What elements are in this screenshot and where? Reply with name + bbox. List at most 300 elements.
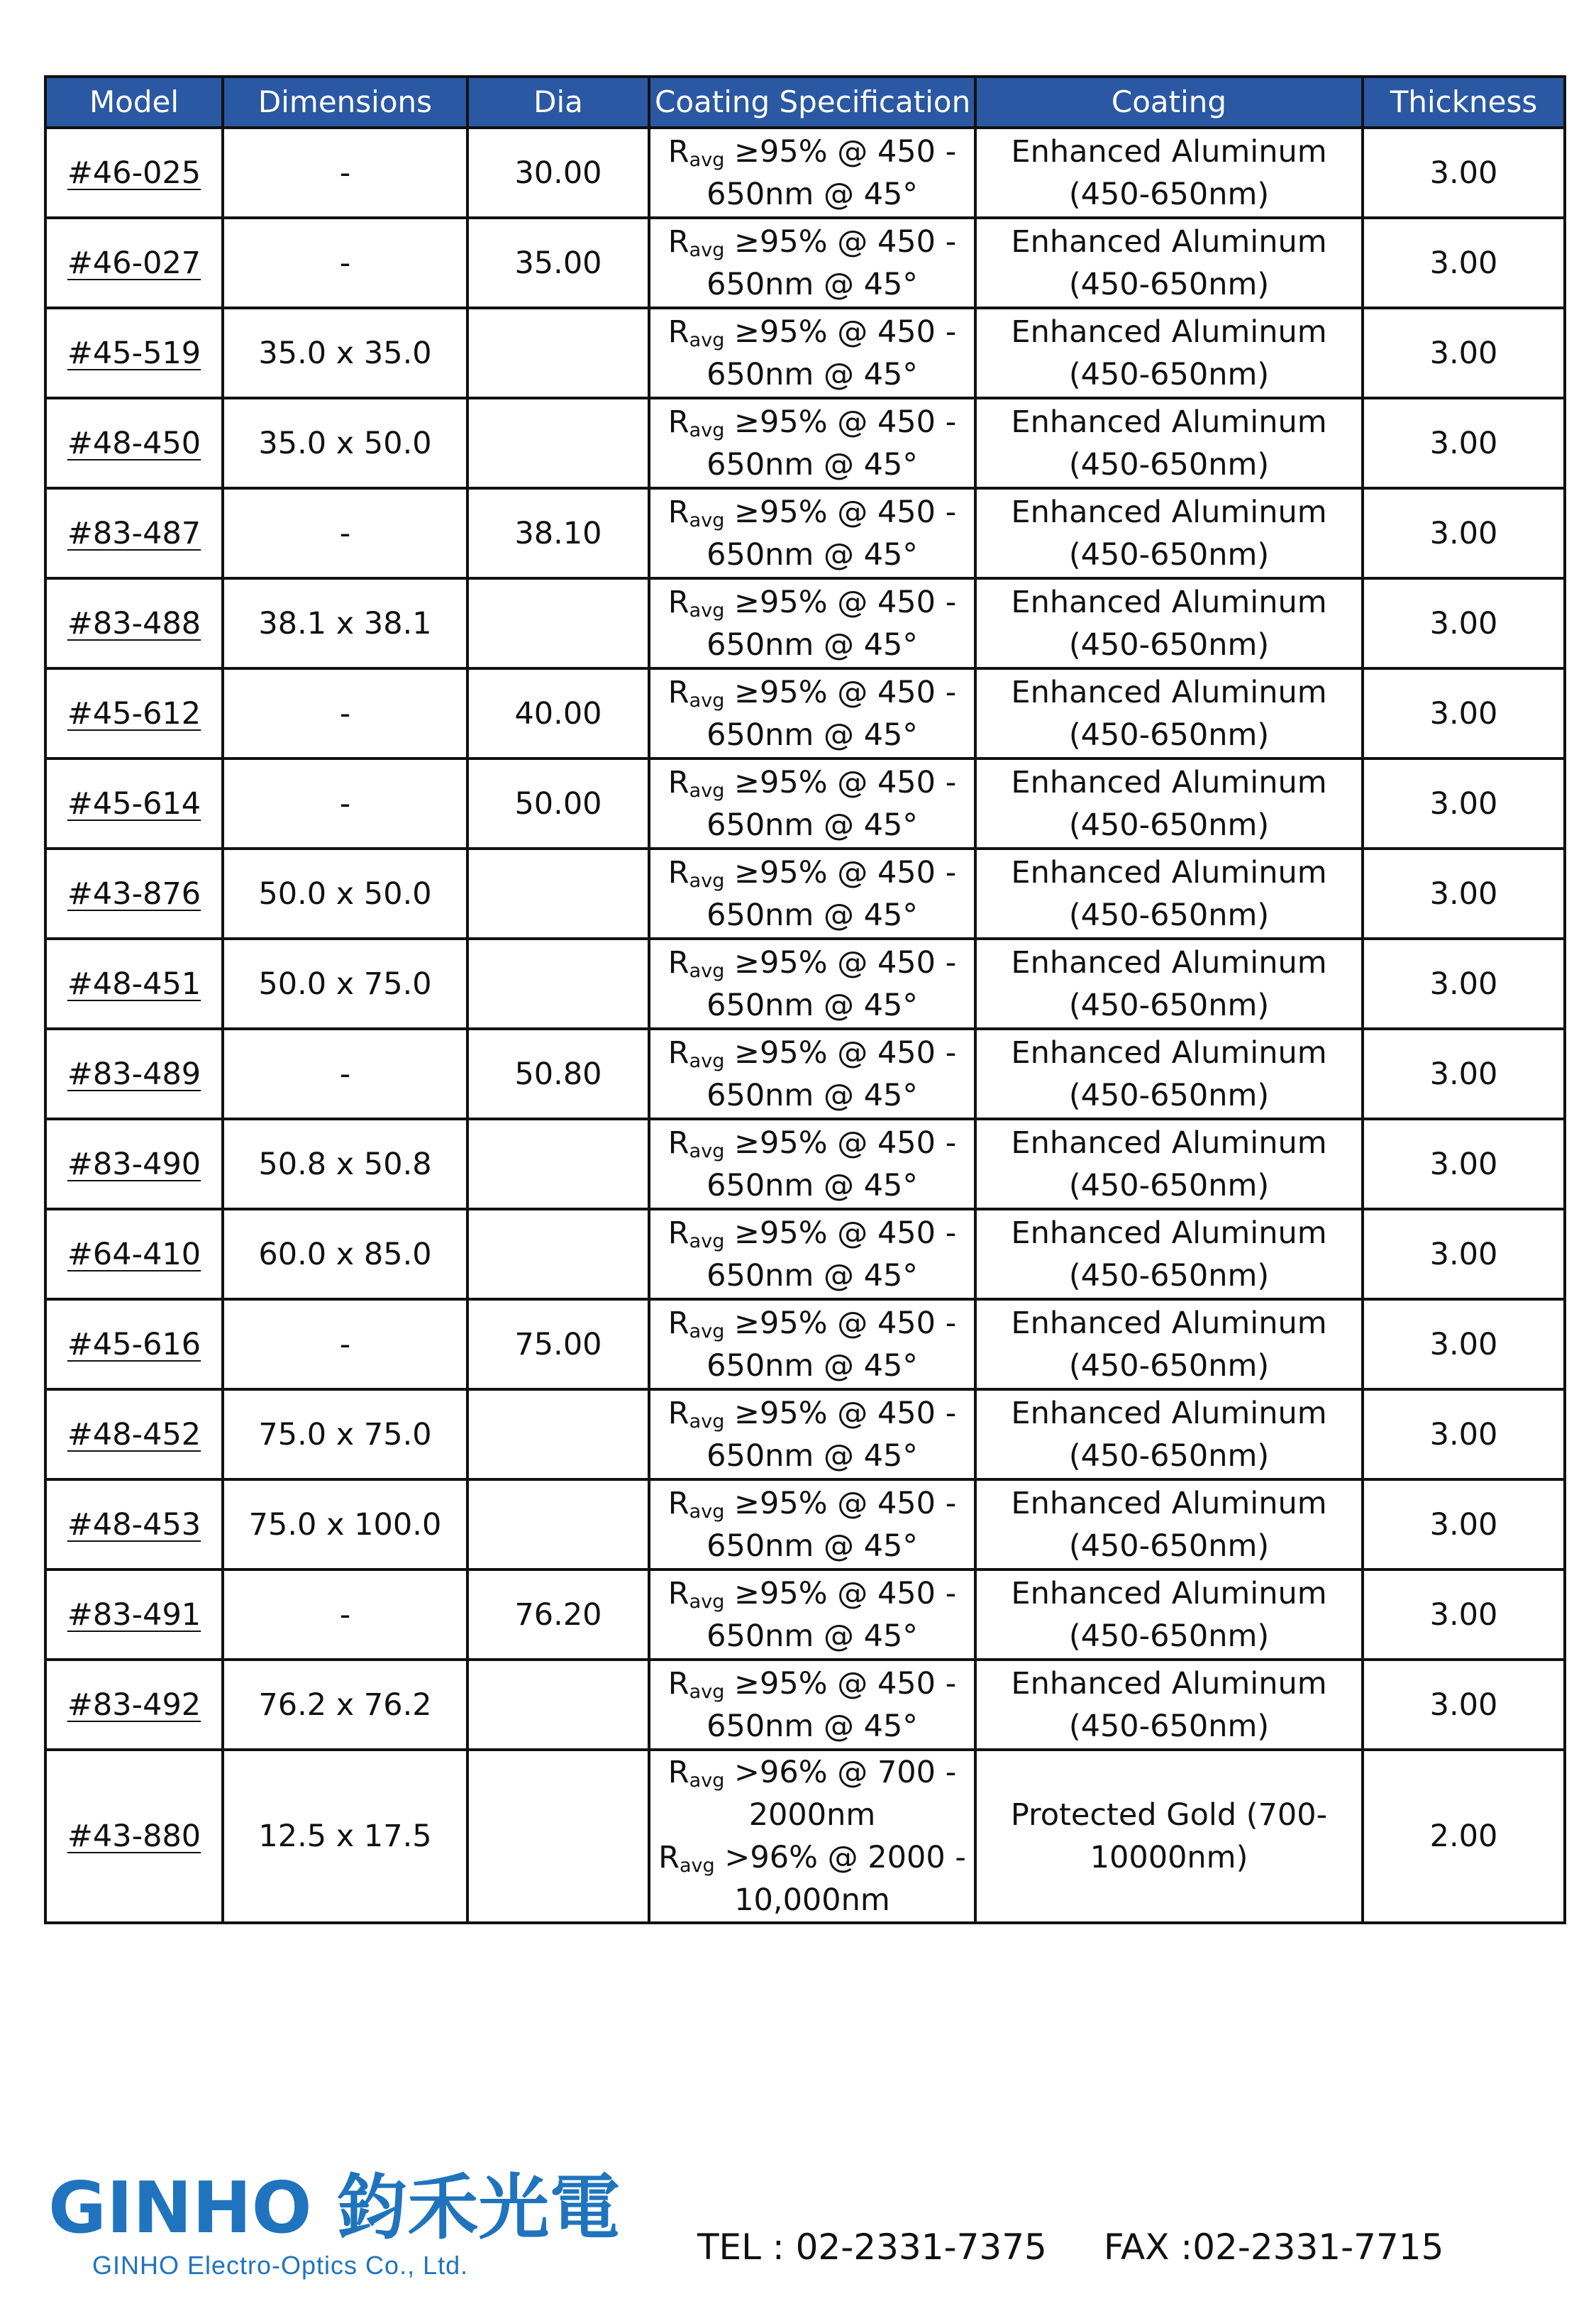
reflectance-subscript: avg <box>689 1770 725 1792</box>
model-link[interactable]: #83-491 <box>67 1596 201 1633</box>
cell-coating <box>975 128 1363 218</box>
reflectance-symbol: R <box>667 1485 689 1521</box>
cell-coating-specification <box>649 1119 975 1209</box>
cell-model <box>45 1479 223 1569</box>
cell-model <box>45 1569 223 1660</box>
coating-line: (450-650nm) <box>1068 1438 1270 1474</box>
spec-line <box>655 1345 970 1387</box>
spec-text: 650nm @ 45° <box>706 897 918 933</box>
coating-line: Enhanced Aluminum <box>1011 494 1327 530</box>
cell-coating-specification <box>649 128 975 218</box>
cell-coating-specification <box>649 1750 975 1923</box>
cell-coating <box>975 218 1363 308</box>
reflectance-symbol: R <box>667 1215 689 1251</box>
coating-line: Enhanced Aluminum <box>1011 944 1327 981</box>
coating-line: (450-650nm) <box>1068 987 1270 1023</box>
cell-thickness: 3.00 <box>1363 308 1565 398</box>
cell-model <box>45 398 223 488</box>
reflectance-symbol: R <box>667 404 689 440</box>
spec-text: 650nm @ 45° <box>706 1077 918 1113</box>
coating-line: (450-650nm) <box>1068 627 1270 663</box>
cell-coating <box>975 398 1363 488</box>
model-link[interactable]: #64-410 <box>67 1236 201 1272</box>
cell-coating <box>975 1029 1363 1119</box>
cell-dimensions: - <box>223 1029 467 1119</box>
table-row <box>45 488 1565 578</box>
model-link[interactable]: #48-452 <box>67 1416 201 1452</box>
reflectance-subscript: avg <box>689 1680 725 1703</box>
reflectance-symbol: R <box>667 1125 689 1161</box>
reflectance-subscript: avg <box>689 959 725 982</box>
spec-text: 650nm @ 45° <box>706 1167 918 1203</box>
spec-line <box>655 1572 970 1615</box>
cell-dia <box>467 1479 649 1569</box>
spec-text: 650nm @ 45° <box>706 446 918 482</box>
spec-text: 650nm @ 45° <box>706 266 918 302</box>
reflectance-symbol: R <box>667 133 689 170</box>
spec-text: ≥95% @ 450 - <box>724 674 957 710</box>
model-link[interactable]: #83-490 <box>67 1146 201 1182</box>
coating-line: Protected Gold (700- <box>1010 1797 1328 1833</box>
spec-line <box>655 1525 970 1567</box>
reflectance-subscript: avg <box>689 238 725 261</box>
reflectance-symbol: R <box>667 1395 689 1431</box>
fax-number: FAX :02-2331-7715 <box>1103 2227 1444 2268</box>
cell-thickness: 3.00 <box>1363 939 1565 1029</box>
column-header-dimensions: Dimensions <box>223 77 467 128</box>
spec-line <box>655 311 970 353</box>
spec-text: >96% @ 700 - <box>724 1755 957 1790</box>
cell-model <box>45 1750 223 1923</box>
cell-thickness: 3.00 <box>1363 1299 1565 1389</box>
reflectance-symbol: R <box>658 1840 680 1875</box>
reflectance-subscript: avg <box>689 689 725 712</box>
spec-line <box>655 624 970 666</box>
reflectance-subscript: avg <box>689 1049 725 1072</box>
model-link[interactable]: #43-880 <box>67 1819 201 1854</box>
column-header-dia: Dia <box>467 77 649 128</box>
spec-text: ≥95% @ 450 - <box>724 1575 957 1611</box>
coating-line: (450-650nm) <box>1068 1528 1270 1564</box>
coating-line: Enhanced Aluminum <box>1011 1305 1327 1341</box>
reflectance-subscript: avg <box>689 1410 725 1433</box>
table-row <box>45 1479 1565 1569</box>
table-row <box>45 668 1565 758</box>
cell-coating-specification <box>649 668 975 758</box>
model-link[interactable]: #45-614 <box>67 785 201 822</box>
reflectance-subscript: avg <box>689 419 725 441</box>
spec-line <box>655 714 970 756</box>
coating-line: (450-650nm) <box>1068 1167 1270 1203</box>
reflectance-subscript: avg <box>689 1140 725 1162</box>
cell-coating-specification <box>649 488 975 578</box>
spec-line <box>655 942 970 984</box>
spec-line <box>655 1392 970 1435</box>
coating-line: Enhanced Aluminum <box>1011 584 1327 620</box>
spec-text: 650nm @ 45° <box>706 176 918 212</box>
spec-text: ≥95% @ 450 - <box>724 944 957 981</box>
reflectance-symbol: R <box>667 584 689 620</box>
spec-text: ≥95% @ 450 - <box>724 1215 957 1251</box>
spec-text: ≥95% @ 450 - <box>724 584 957 620</box>
cell-coating-specification <box>649 849 975 939</box>
coating-line: Enhanced Aluminum <box>1011 1575 1327 1611</box>
cell-coating-specification <box>649 1660 975 1750</box>
reflectance-symbol: R <box>667 764 689 800</box>
table-row <box>45 1750 1565 1923</box>
cell-dia <box>467 1119 649 1209</box>
spec-line <box>655 534 970 576</box>
coating-line: Enhanced Aluminum <box>1011 224 1327 260</box>
spec-text: ≥95% @ 450 - <box>724 1125 957 1161</box>
model-link[interactable]: #46-025 <box>67 155 201 191</box>
coating-line: Enhanced Aluminum <box>1011 674 1327 710</box>
cell-coating <box>975 1479 1363 1569</box>
spec-text: 650nm @ 45° <box>706 987 918 1023</box>
cell-coating <box>975 1209 1363 1299</box>
cell-dimensions: 75.0 x 100.0 <box>223 1479 467 1569</box>
cell-thickness: 3.00 <box>1363 1479 1565 1569</box>
spec-text: 650nm @ 45° <box>706 717 918 753</box>
spec-text: >96% @ 2000 - <box>714 1840 966 1875</box>
spec-text: ≥95% @ 450 - <box>724 854 957 890</box>
logo-company-name: GINHO Electro-Optics Co., Ltd. <box>92 2251 469 2280</box>
reflectance-symbol: R <box>667 1575 689 1611</box>
coating-line: Enhanced Aluminum <box>1011 1125 1327 1161</box>
cell-thickness: 3.00 <box>1363 849 1565 939</box>
spec-text: ≥95% @ 450 - <box>724 1305 957 1341</box>
cell-coating <box>975 668 1363 758</box>
spec-text: ≥95% @ 450 - <box>724 764 957 800</box>
spec-line <box>655 1705 970 1748</box>
cell-model <box>45 1029 223 1119</box>
table-row <box>45 218 1565 308</box>
spec-line <box>655 851 970 894</box>
cell-coating-specification <box>649 1569 975 1660</box>
spec-text: 650nm @ 45° <box>706 536 918 573</box>
spec-text: 650nm @ 45° <box>706 356 918 392</box>
cell-coating <box>975 308 1363 398</box>
reflectance-symbol: R <box>667 494 689 530</box>
spec-line <box>655 894 970 937</box>
cell-thickness: 3.00 <box>1363 1660 1565 1750</box>
table-row <box>45 308 1565 398</box>
coating-line: (450-650nm) <box>1068 356 1270 392</box>
column-header-coating-specification: Coating Specification <box>649 77 975 128</box>
coating-line: Enhanced Aluminum <box>1011 1665 1327 1701</box>
reflectance-symbol: R <box>667 1755 689 1790</box>
table-header-row <box>45 77 1565 128</box>
cell-dia: 30.00 <box>467 128 649 218</box>
cell-dia: 40.00 <box>467 668 649 758</box>
cell-model <box>45 1299 223 1389</box>
spec-text: ≥95% @ 450 - <box>724 314 957 350</box>
cell-model <box>45 849 223 939</box>
spec-text: ≥95% @ 450 - <box>724 224 957 260</box>
cell-model <box>45 1660 223 1750</box>
cell-dimensions: - <box>223 128 467 218</box>
column-header-model: Model <box>45 77 223 128</box>
cell-model <box>45 939 223 1029</box>
cell-dia: 75.00 <box>467 1299 649 1389</box>
model-link[interactable]: #83-488 <box>67 605 201 641</box>
cell-coating <box>975 1389 1363 1479</box>
table-row <box>45 1209 1565 1299</box>
reflectance-subscript: avg <box>689 509 725 531</box>
cell-dimensions: 75.0 x 75.0 <box>223 1389 467 1479</box>
column-header-coating: Coating <box>975 77 1363 128</box>
coating-line: (450-650nm) <box>1068 266 1270 302</box>
cell-coating <box>975 758 1363 849</box>
cell-dia <box>467 849 649 939</box>
reflectance-subscript: avg <box>689 779 725 802</box>
reflectance-symbol: R <box>667 224 689 260</box>
spec-line <box>655 1435 970 1477</box>
table-row <box>45 849 1565 939</box>
cell-model <box>45 1119 223 1209</box>
cell-dimensions: - <box>223 1569 467 1660</box>
cell-thickness: 3.00 <box>1363 1029 1565 1119</box>
model-link[interactable]: #83-487 <box>67 515 201 551</box>
cell-dimensions: 35.0 x 35.0 <box>223 308 467 398</box>
cell-dia: 35.00 <box>467 218 649 308</box>
cell-thickness: 3.00 <box>1363 1389 1565 1479</box>
coating-line: Enhanced Aluminum <box>1011 854 1327 890</box>
cell-model <box>45 488 223 578</box>
spec-line <box>655 1794 970 1836</box>
reflectance-subscript: avg <box>689 1590 725 1613</box>
cell-thickness: 3.00 <box>1363 398 1565 488</box>
spec-line <box>655 221 970 263</box>
coating-line: (450-650nm) <box>1068 1257 1270 1293</box>
cell-coating-specification <box>649 398 975 488</box>
spec-line <box>655 581 970 624</box>
table-row <box>45 939 1565 1029</box>
reflectance-subscript: avg <box>679 1855 715 1877</box>
table-row <box>45 758 1565 849</box>
cell-dimensions: - <box>223 488 467 578</box>
reflectance-symbol: R <box>667 314 689 350</box>
cell-dia <box>467 1660 649 1750</box>
spec-line <box>655 1254 970 1297</box>
spec-line <box>655 401 970 443</box>
spec-line <box>655 173 970 216</box>
table-row <box>45 1660 1565 1750</box>
coating-line: Enhanced Aluminum <box>1011 404 1327 440</box>
telephone-number: TEL : 02-2331-7375 <box>697 2227 1047 2268</box>
cell-thickness: 3.00 <box>1363 1119 1565 1209</box>
spec-text: 650nm @ 45° <box>706 1438 918 1474</box>
spec-line <box>655 1662 970 1705</box>
model-link[interactable]: #45-612 <box>67 695 201 732</box>
reflectance-symbol: R <box>667 674 689 710</box>
spec-text: ≥95% @ 450 - <box>724 1035 957 1071</box>
cell-coating-specification <box>649 1389 975 1479</box>
spec-line <box>655 1482 970 1525</box>
table-body <box>45 128 1565 1923</box>
table-row <box>45 1299 1565 1389</box>
spec-line <box>655 263 970 306</box>
coating-line: (450-650nm) <box>1068 897 1270 933</box>
table-row <box>45 1389 1565 1479</box>
cell-model <box>45 578 223 668</box>
cell-dimensions: 50.8 x 50.8 <box>223 1119 467 1209</box>
spec-text: ≥95% @ 450 - <box>724 133 957 170</box>
reflectance-subscript: avg <box>689 1500 725 1523</box>
coating-line: (450-650nm) <box>1068 536 1270 573</box>
cell-coating-specification <box>649 578 975 668</box>
cell-coating <box>975 578 1363 668</box>
model-link[interactable]: #83-489 <box>67 1056 201 1092</box>
spec-text: ≥95% @ 450 - <box>724 1395 957 1431</box>
company-logo <box>48 2166 621 2280</box>
cell-coating-specification <box>649 1029 975 1119</box>
spec-text: 650nm @ 45° <box>706 1528 918 1564</box>
cell-dia <box>467 1209 649 1299</box>
spec-text: 650nm @ 45° <box>706 807 918 843</box>
coating-line: (450-650nm) <box>1068 1347 1270 1384</box>
reflectance-subscript: avg <box>689 599 725 622</box>
model-link[interactable]: #48-451 <box>67 966 201 1002</box>
coating-line: Enhanced Aluminum <box>1011 133 1327 170</box>
cell-thickness: 3.00 <box>1363 578 1565 668</box>
model-link[interactable]: #45-616 <box>67 1326 201 1362</box>
coating-line: Enhanced Aluminum <box>1011 1215 1327 1251</box>
cell-coating-specification <box>649 1209 975 1299</box>
spec-line <box>655 1122 970 1164</box>
cell-thickness: 3.00 <box>1363 1209 1565 1299</box>
cell-dia <box>467 308 649 398</box>
table-row <box>45 578 1565 668</box>
spec-line <box>655 353 970 396</box>
spec-line <box>655 1164 970 1207</box>
coating-line: (450-650nm) <box>1068 807 1270 843</box>
coating-line: 10000nm) <box>1090 1840 1248 1875</box>
cell-dimensions: - <box>223 758 467 849</box>
cell-model <box>45 128 223 218</box>
model-link[interactable]: #46-027 <box>67 245 201 281</box>
model-link[interactable]: #48-450 <box>67 425 201 461</box>
cell-thickness: 3.00 <box>1363 668 1565 758</box>
spec-line <box>655 1836 970 1879</box>
spec-line <box>655 1212 970 1254</box>
cell-dimensions: - <box>223 218 467 308</box>
cell-coating-specification <box>649 1479 975 1569</box>
spec-text: ≥95% @ 450 - <box>724 1665 957 1701</box>
cell-dia: 76.20 <box>467 1569 649 1660</box>
cell-dia <box>467 578 649 668</box>
spec-line <box>655 1879 970 1921</box>
spec-text: 650nm @ 45° <box>706 1257 918 1293</box>
cell-dia <box>467 939 649 1029</box>
cell-dia: 50.00 <box>467 758 649 849</box>
model-link[interactable]: #83-492 <box>67 1687 201 1723</box>
cell-model <box>45 1209 223 1299</box>
spec-line <box>655 131 970 173</box>
table-row <box>45 398 1565 488</box>
reflectance-subscript: avg <box>689 1230 725 1252</box>
cell-coating <box>975 939 1363 1029</box>
reflectance-symbol: R <box>667 1035 689 1071</box>
cell-dimensions: 50.0 x 75.0 <box>223 939 467 1029</box>
cell-dia <box>467 1750 649 1923</box>
cell-thickness: 2.00 <box>1363 1750 1565 1923</box>
cell-coating <box>975 488 1363 578</box>
spec-line <box>655 984 970 1027</box>
cell-thickness: 3.00 <box>1363 1569 1565 1660</box>
coating-line: (450-650nm) <box>1068 717 1270 753</box>
spec-line <box>655 761 970 804</box>
table-row <box>45 128 1565 218</box>
cell-coating <box>975 1660 1363 1750</box>
model-link[interactable]: #43-876 <box>67 876 201 912</box>
cell-coating <box>975 1299 1363 1389</box>
spec-text: ≥95% @ 450 - <box>724 404 957 440</box>
cell-coating-specification <box>649 1299 975 1389</box>
cell-model <box>45 218 223 308</box>
spec-line <box>655 1032 970 1074</box>
spec-line <box>655 1302 970 1345</box>
spec-line <box>655 443 970 486</box>
contact-info <box>697 2227 1500 2268</box>
cell-coating <box>975 849 1363 939</box>
reflectance-symbol: R <box>667 944 689 981</box>
spec-line <box>655 491 970 534</box>
cell-coating-specification <box>649 308 975 398</box>
cell-coating <box>975 1569 1363 1660</box>
model-link[interactable]: #45-519 <box>67 335 201 371</box>
spec-line <box>655 1615 970 1657</box>
coating-line: Enhanced Aluminum <box>1011 1395 1327 1431</box>
spec-text: 650nm @ 45° <box>706 1347 918 1384</box>
coating-line: (450-650nm) <box>1068 1708 1270 1744</box>
cell-thickness: 3.00 <box>1363 488 1565 578</box>
reflectance-subscript: avg <box>689 1320 725 1342</box>
cell-dia <box>467 398 649 488</box>
model-link[interactable]: #48-453 <box>67 1506 201 1543</box>
cell-dimensions: 35.0 x 50.0 <box>223 398 467 488</box>
cell-dimensions: 76.2 x 76.2 <box>223 1660 467 1750</box>
reflectance-symbol: R <box>667 1305 689 1341</box>
reflectance-subscript: avg <box>689 869 725 892</box>
spec-line <box>655 671 970 714</box>
coating-line: (450-650nm) <box>1068 176 1270 212</box>
cell-thickness: 3.00 <box>1363 218 1565 308</box>
cell-dia <box>467 1389 649 1479</box>
reflectance-symbol: R <box>667 1665 689 1701</box>
cell-dimensions: 38.1 x 38.1 <box>223 578 467 668</box>
coating-line: Enhanced Aluminum <box>1011 1485 1327 1521</box>
coating-line: (450-650nm) <box>1068 1618 1270 1654</box>
cell-coating <box>975 1750 1363 1923</box>
cell-model <box>45 668 223 758</box>
cell-dia: 50.80 <box>467 1029 649 1119</box>
spec-text: 650nm @ 45° <box>706 1618 918 1654</box>
cell-model <box>45 308 223 398</box>
coating-line: (450-650nm) <box>1068 446 1270 482</box>
coating-line: Enhanced Aluminum <box>1011 764 1327 800</box>
spec-text: 2000nm <box>748 1797 876 1833</box>
cell-dimensions: - <box>223 668 467 758</box>
cell-dimensions: 12.5 x 17.5 <box>223 1750 467 1923</box>
cell-coating <box>975 1119 1363 1209</box>
spec-text: 650nm @ 45° <box>706 627 918 663</box>
cell-dimensions: 60.0 x 85.0 <box>223 1209 467 1299</box>
spec-line <box>655 1074 970 1117</box>
spec-text: 10,000nm <box>734 1882 890 1918</box>
table-row <box>45 1119 1565 1209</box>
spec-text: ≥95% @ 450 - <box>724 494 957 530</box>
